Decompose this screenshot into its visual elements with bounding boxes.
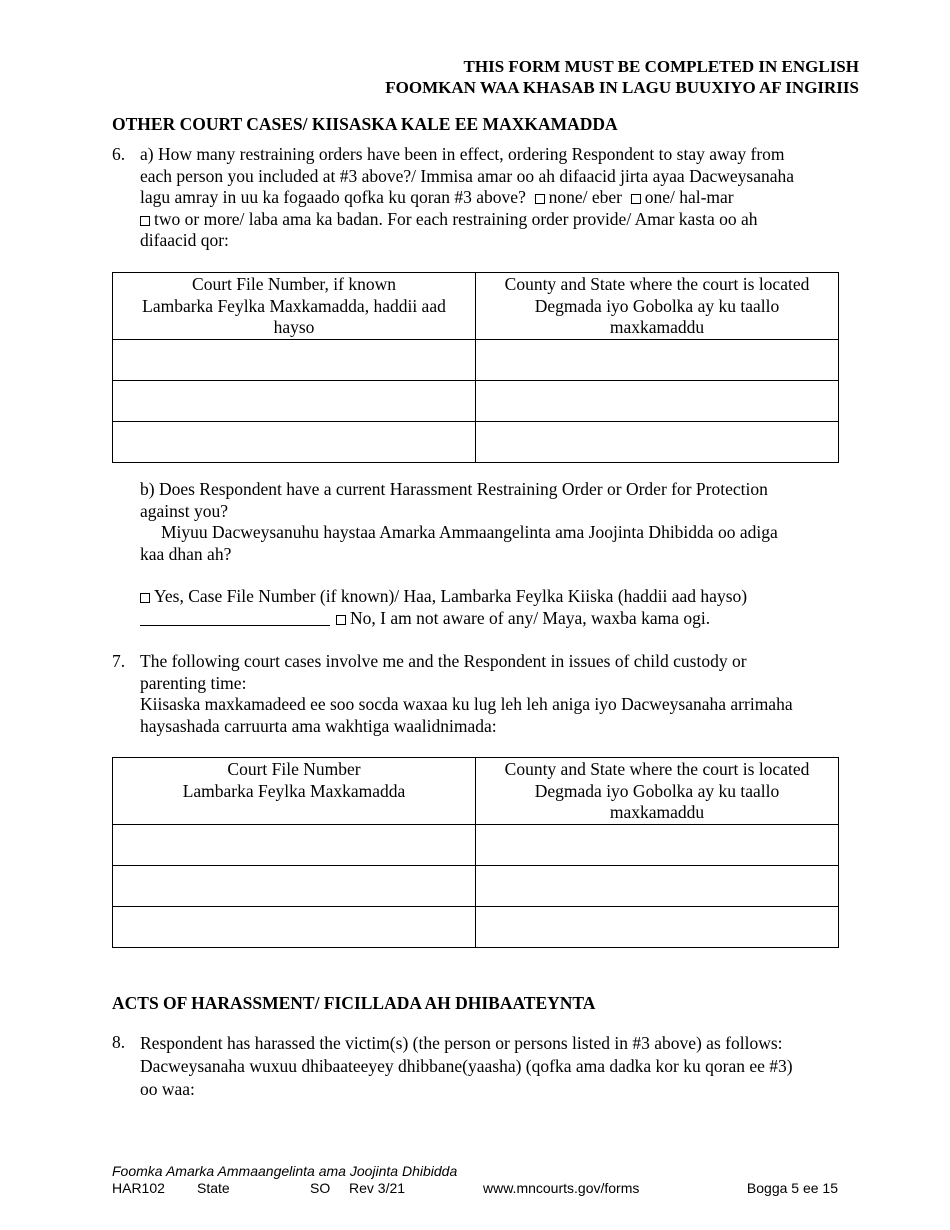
table-row xyxy=(113,380,839,421)
question-7-number: 7. xyxy=(112,651,126,671)
checkbox-no[interactable] xyxy=(336,615,346,625)
footer-website-link[interactable]: www.mncourts.gov/forms xyxy=(483,1180,640,1196)
table2-h2-line1: County and State where the court is located xyxy=(504,759,810,779)
table1-header-county-state xyxy=(476,273,839,340)
table2-h1-line1: Court File Number xyxy=(227,759,361,779)
table-cell-input[interactable] xyxy=(113,421,476,462)
footer-jurisdiction: State xyxy=(197,1180,230,1196)
footer-revision: Rev 3/21 xyxy=(349,1180,406,1196)
table-cell-input[interactable] xyxy=(476,906,839,947)
table-row xyxy=(113,865,839,906)
table-cell-input[interactable] xyxy=(476,380,839,421)
table-cell-input[interactable] xyxy=(113,906,476,947)
checkbox-one-label: one/ hal-mar xyxy=(644,187,734,207)
question-6b xyxy=(140,479,840,565)
q6b-line-3: Miyuu Dacweysanuhu haystaa Amarka Ammaangelinta ama Joojinta Dhibidda oo adiga xyxy=(161,522,778,542)
q6b-line-1: b) Does Respondent have a current Harassment Restraining Order or Order for Protection xyxy=(140,479,768,499)
table1-h2-line2: Degmada iyo Gobolka ay ku taallo xyxy=(534,295,780,316)
q7-line-3: Kiisaska maxkamadeed ee soo socda waxaa ku lug leh leh aniga iyo Dacweysanaha arrimaha xyxy=(140,694,793,714)
table-header-row xyxy=(113,273,839,340)
table-cell-input[interactable] xyxy=(476,824,839,865)
footer-form-code: HAR102 xyxy=(112,1180,165,1196)
table1-h2-line1: County and State where the court is located xyxy=(504,274,810,294)
question-6b-answers xyxy=(140,586,840,629)
footer-form-title: Foomka Amarka Ammaangelinta ama Joojinta Dhibidda xyxy=(112,1163,458,1179)
table-cell-input[interactable] xyxy=(113,339,476,380)
header-line-somali: FOOMKAN WAA KHASAB IN LAGU BUUXIYO AF INGIRIIS xyxy=(385,78,859,97)
table-cell-input[interactable] xyxy=(476,339,839,380)
table2-h2-line2: Degmada iyo Gobolka ay ku taallo xyxy=(534,780,780,801)
table2-header-court-file-number xyxy=(113,758,476,825)
table-cell-input[interactable] xyxy=(113,824,476,865)
section-title-other-court-cases: OTHER COURT CASES/ KIISASKA KALE EE MAXKAMADDA xyxy=(112,114,618,134)
table-cell-input[interactable] xyxy=(476,865,839,906)
q6a-line-5: difaacid qor: xyxy=(140,230,229,250)
question-6-number: 6. xyxy=(112,144,126,164)
q6b-no-row xyxy=(140,608,840,630)
checkbox-none-label: none/ eber xyxy=(548,187,622,207)
section-title-acts-of-harassment: ACTS OF HARASSMENT/ FICILLADA AH DHIBAATEYNTA xyxy=(112,993,596,1013)
question-7 xyxy=(140,651,840,737)
table1-h2-line3: maxkamaddu xyxy=(609,317,705,337)
checkbox-two-or-more-label: two or more/ laba ama ka badan. For each restraining order provide/ Amar kasta oo ah xyxy=(154,208,758,229)
checkbox-two-or-more[interactable] xyxy=(140,216,150,226)
table-row xyxy=(113,906,839,947)
question-8 xyxy=(140,1032,840,1101)
question-8-number: 8. xyxy=(112,1032,126,1052)
q6a-line-2: each person you included at #3 above?/ Immisa amar oo ah difaacid jirta ayaa Dacweysanaha xyxy=(140,165,795,186)
table1-header-court-file-number xyxy=(113,273,476,340)
q6a-line-3 xyxy=(140,187,840,209)
table-cell-input[interactable] xyxy=(113,865,476,906)
table1-h1-line1: Court File Number, if known xyxy=(192,274,396,294)
q6a-line-3-text: lagu amray in uu ka fogaado qofka ku qoran #3 above? xyxy=(140,187,526,207)
header-line-english: THIS FORM MUST BE COMPLETED IN ENGLISH xyxy=(463,57,859,76)
restraining-orders-table xyxy=(112,272,839,463)
checkbox-yes[interactable] xyxy=(140,593,150,603)
table-row xyxy=(113,824,839,865)
form-header xyxy=(385,56,859,98)
q6b-yes-row xyxy=(140,586,840,608)
q8-line-1: Respondent has harassed the victim(s) (the person or persons listed in #3 above) as follows: xyxy=(140,1033,783,1053)
table-cell-input[interactable] xyxy=(476,421,839,462)
q6b-line-4: kaa dhan ah? xyxy=(140,543,232,564)
q6a-line-4 xyxy=(140,209,840,231)
table1-h1-line3: hayso xyxy=(273,317,315,337)
q8-line-2: Dacweysanaha wuxuu dhibaateeyey dhibbane(yaasha) (qofka ama dadka kor ku qoran ee #3) xyxy=(140,1056,793,1076)
table1-h1-line2: Lambarka Feylka Maxkamadda, haddii aad xyxy=(142,295,446,316)
q6b-line-2: against you? xyxy=(140,500,228,521)
table2-header-county-state xyxy=(476,758,839,825)
table2-h2-line3: maxkamaddu xyxy=(609,802,705,822)
q8-line-3: oo waa: xyxy=(140,1079,195,1099)
table-header-row xyxy=(113,758,839,825)
checkbox-one[interactable] xyxy=(631,194,641,204)
table-cell-input[interactable] xyxy=(113,380,476,421)
checkbox-no-label: No, I am not aware of any/ Maya, waxba kama ogi. xyxy=(350,607,711,628)
footer-language: SO xyxy=(310,1180,331,1196)
q7-line-2: parenting time: xyxy=(140,672,247,693)
footer-page-number: Bogga 5 ee 15 xyxy=(746,1180,838,1196)
table-row xyxy=(113,339,839,380)
custody-cases-table xyxy=(112,757,839,948)
q7-line-4: haysashada carruurta ama wakhtiga waalidnimada: xyxy=(140,715,497,736)
checkbox-none[interactable] xyxy=(535,194,545,204)
case-file-number-line[interactable] xyxy=(140,609,330,626)
question-6a xyxy=(140,144,840,252)
table-row xyxy=(113,421,839,462)
q6a-line-1: a) How many restraining orders have been in effect, ordering Respondent to stay away from xyxy=(140,144,785,164)
checkbox-yes-label: Yes, Case File Number (if known)/ Haa, Lambarka Feylka Kiiska (haddii aad hayso) xyxy=(154,586,748,606)
q7-line-1: The following court cases involve me and the Respondent in issues of child custody or xyxy=(140,651,747,671)
table2-h1-line2: Lambarka Feylka Maxkamadda xyxy=(182,780,406,801)
